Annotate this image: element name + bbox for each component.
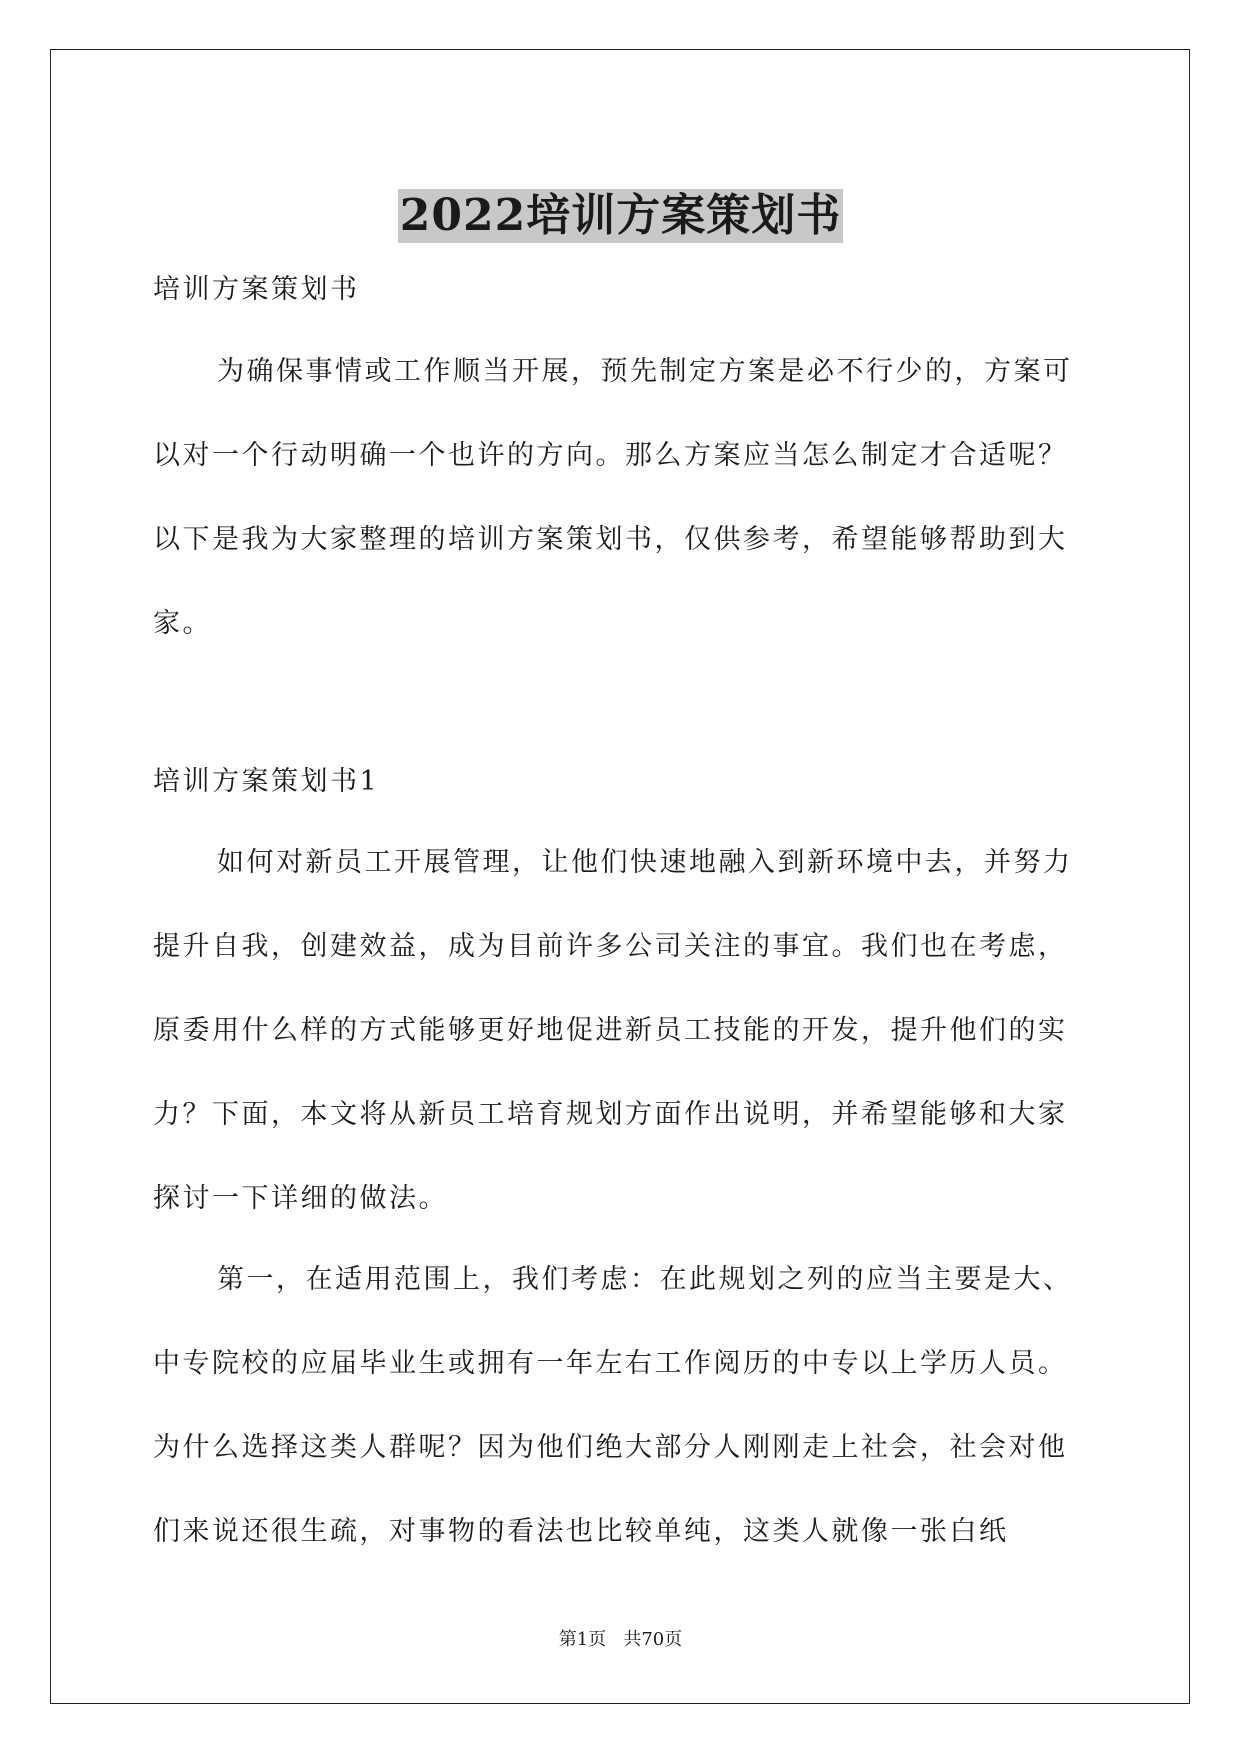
section-heading: 培训方案策划书1	[153, 766, 380, 797]
document-title: 2022培训方案策划书	[399, 190, 842, 242]
page-total: 共70页	[623, 1629, 683, 1650]
section-paragraph-1: 如何对新员工开展管理，让他们快速地融入到新环境中去，并努力提升自我，创建效益，成为目前许多公司关注的事宜。我们也在考虑，原委用什么样的方式能够更好地促进新员工技能的开发，提升他们的实力？下面，本文将从新员工培育规划方面作出说明，并希望能够和大家探讨一下详细的做法。	[153, 847, 1073, 1214]
page-footer	[0, 1628, 1241, 1652]
intro-paragraph: 为确保事情或工作顺当开展，预先制定方案是必不行少的，方案可以对一个行动明确一个也许的方向。那么方案应当怎么制定才合适呢？以下是我为大家整理的培训方案策划书，仅供参考，希望能够帮助到大家。	[153, 356, 1073, 639]
document-subtitle: 培训方案策划书	[153, 274, 360, 305]
title-container	[0, 160, 1241, 273]
section-paragraph-2: 第一，在适用范围上，我们考虑：在此规划之列的应当主要是大、中专院校的应届毕业生或拥有一年左右工作阅历的中专以上学历人员。为什么选择这类人群呢？因为他们绝大部分人刚刚走上社会，社会对他们来说还很生疏，对事物的看法也比较单纯，这类人就像一张白纸	[153, 1264, 1073, 1547]
page-number: 第1页	[558, 1629, 607, 1650]
